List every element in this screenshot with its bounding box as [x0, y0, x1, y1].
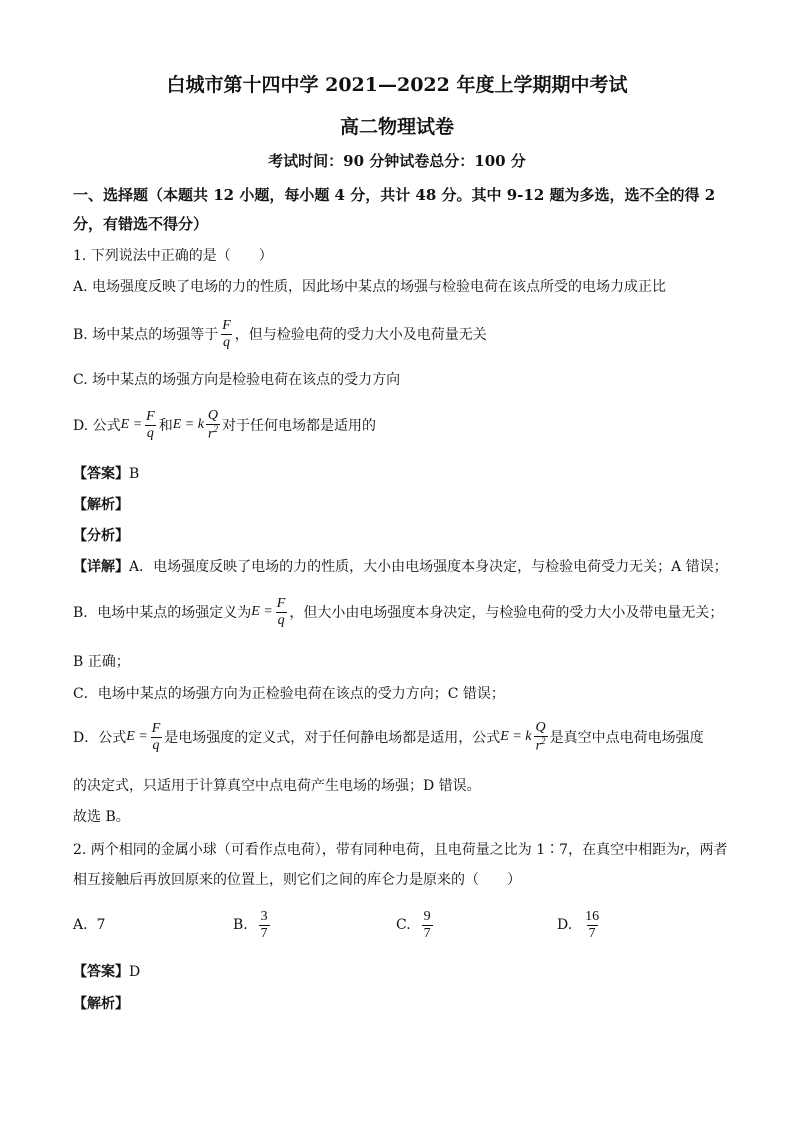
- q2-option-a: [73, 905, 105, 945]
- r-symbol: r: [535, 738, 542, 754]
- q1-option-d-pre: D. 公式: [73, 418, 121, 434]
- fraction-q-over-r2: [206, 408, 220, 441]
- fraction-numerator: 3: [260, 909, 268, 925]
- detail-d-mid: 是电场强度的定义式，对于任何静电场都是适用，公式: [164, 730, 501, 746]
- q2-stem-line2: 相互接触后再放回原来的位置上，则它们之间的库仑力是原来的（ ）: [73, 872, 521, 888]
- q2-answer: [73, 961, 140, 981]
- fraction-f-over-q: [275, 596, 288, 628]
- fraction-numerator: F: [151, 721, 161, 737]
- q1-option-d-post: 对于任何电场都是适用的: [222, 418, 377, 434]
- exponent: 2: [213, 423, 218, 434]
- page-subtitle: 高二物理试卷: [339, 116, 454, 138]
- fraction-denominator: 7: [588, 925, 596, 941]
- q2-stem-line1: [73, 839, 728, 859]
- fraction-f-over-q: [220, 318, 233, 350]
- formula-e-eq-k: E = k: [172, 417, 204, 432]
- option-label: B.: [233, 917, 248, 933]
- q1-option-c: C. 场中某点的场强方向是检验电荷在该点的受力方向: [73, 372, 401, 388]
- option-label: D.: [557, 917, 573, 933]
- option-label: A.: [73, 917, 88, 933]
- q1-option-a: A. 电场强度反映了电场的力的性质，因此场中某点的场强与检验电荷在该点所受的电场力成正比: [73, 279, 667, 295]
- q1-detail-b: [73, 590, 723, 634]
- q1-analysis-tag: 【解析】: [73, 497, 129, 513]
- fraction-numerator: 16: [585, 909, 600, 925]
- q1-answer: [73, 463, 139, 483]
- fraction-numerator: F: [146, 409, 155, 425]
- fraction-denominator: q: [152, 737, 160, 753]
- q1-option-b: [73, 312, 487, 356]
- exponent: 2: [541, 735, 546, 746]
- answer-tag: 【答案】: [73, 466, 129, 482]
- fraction-9-over-7: [422, 909, 433, 941]
- q1-detail-d: [73, 714, 704, 760]
- q1-fenxi-tag: 【分析】: [73, 528, 129, 544]
- detail-b-post: ，但大小由电场强度本身决定，与检验电荷的受力大小及带电量无关；: [289, 605, 724, 621]
- fraction-denominator: q: [222, 334, 230, 350]
- fraction-denominator: q: [277, 612, 285, 628]
- fraction-numerator: Q: [535, 720, 546, 736]
- detail-tag: 【详解】: [73, 559, 129, 575]
- q2-option-c: [396, 903, 435, 947]
- fraction-f-over-q: [144, 409, 157, 441]
- q1-option-d-mid: 和: [158, 418, 173, 434]
- detail-b-pre: B．电场中某点的场强定义为: [73, 605, 252, 621]
- formula-e-eq: E =: [126, 729, 148, 744]
- fraction-f-over-q: [150, 721, 163, 753]
- q1-detail-d-line2: 的决定式，只适用于计算真空中点电荷产生电场的场强；D 错误。: [73, 778, 481, 794]
- section-heading-line1: 一、选择题（本题共 12 小题，每小题 4 分，共计 48 分。其中 9-12 题为多选，选不全的得 2: [73, 186, 716, 204]
- fraction-denominator: 7: [423, 925, 431, 941]
- detail-d-post: 是真空中点电荷电场强度: [549, 730, 704, 746]
- answer-value: D: [129, 964, 141, 980]
- fraction-denominator: q: [146, 425, 154, 441]
- q1-detail-a: [73, 556, 728, 576]
- q2-option-d: [557, 903, 603, 947]
- q2-analysis-tag: 【解析】: [73, 996, 129, 1012]
- q1-stem: 1. 下列说法中正确的是（ ）: [73, 248, 273, 264]
- q1-option-b-pre: B. 场中某点的场强等于: [73, 327, 219, 343]
- q2-stem-text: 2. 两个相同的金属小球（可看作点电荷），带有同种电荷，且电荷量之比为 1∶7，在真空中相距为: [73, 842, 681, 858]
- formula-e-eq: E =: [120, 417, 143, 432]
- fraction-q-over-r2: [534, 720, 548, 753]
- q1-option-d: [73, 402, 376, 448]
- fraction-denominator: [534, 736, 548, 754]
- section-heading-line2: 分，有错选不得分）: [73, 215, 209, 233]
- fraction-numerator: F: [222, 318, 231, 334]
- formula-e-eq: E =: [251, 604, 273, 619]
- fraction-3-over-7: [259, 909, 270, 941]
- r-symbol: r: [208, 426, 214, 442]
- fraction-numerator: 9: [423, 909, 431, 925]
- exam-info: 考试时间：90 分钟试卷总分：100 分: [268, 152, 526, 170]
- formula-e-eq-k: E = k: [500, 729, 532, 744]
- r-symbol: r: [680, 843, 686, 858]
- answer-tag: 【答案】: [73, 964, 129, 980]
- q1-option-b-post: ，但与检验电荷的受力大小及电荷量无关: [234, 327, 487, 343]
- fraction-denominator: [206, 424, 220, 442]
- option-label: C.: [396, 917, 411, 933]
- fraction-denominator: 7: [260, 925, 268, 941]
- q1-conclusion: 故选 B。: [73, 809, 130, 825]
- detail-a-text: A．电场强度反映了电场的力的性质，大小由电场强度本身决定，与检验电荷受力无关；A 错误；: [129, 559, 728, 575]
- q1-detail-c: C．电场中某点的场强方向为正检验电荷在该点的受力方向；C 错误；: [73, 686, 505, 702]
- q2-stem-end: ，两者: [685, 842, 728, 858]
- fraction-numerator: F: [276, 596, 286, 612]
- q1-detail-b-line2: B 正确；: [73, 654, 130, 670]
- q2-option-b: [233, 903, 272, 947]
- fraction-16-over-7: [583, 909, 601, 941]
- option-value: 7: [96, 917, 106, 933]
- answer-value: B: [129, 466, 140, 482]
- fraction-numerator: Q: [207, 408, 219, 424]
- page-title: 白城市第十四中学 2021—2022 年度上学期期中考试: [166, 74, 628, 96]
- detail-d-pre: D．公式: [73, 730, 127, 746]
